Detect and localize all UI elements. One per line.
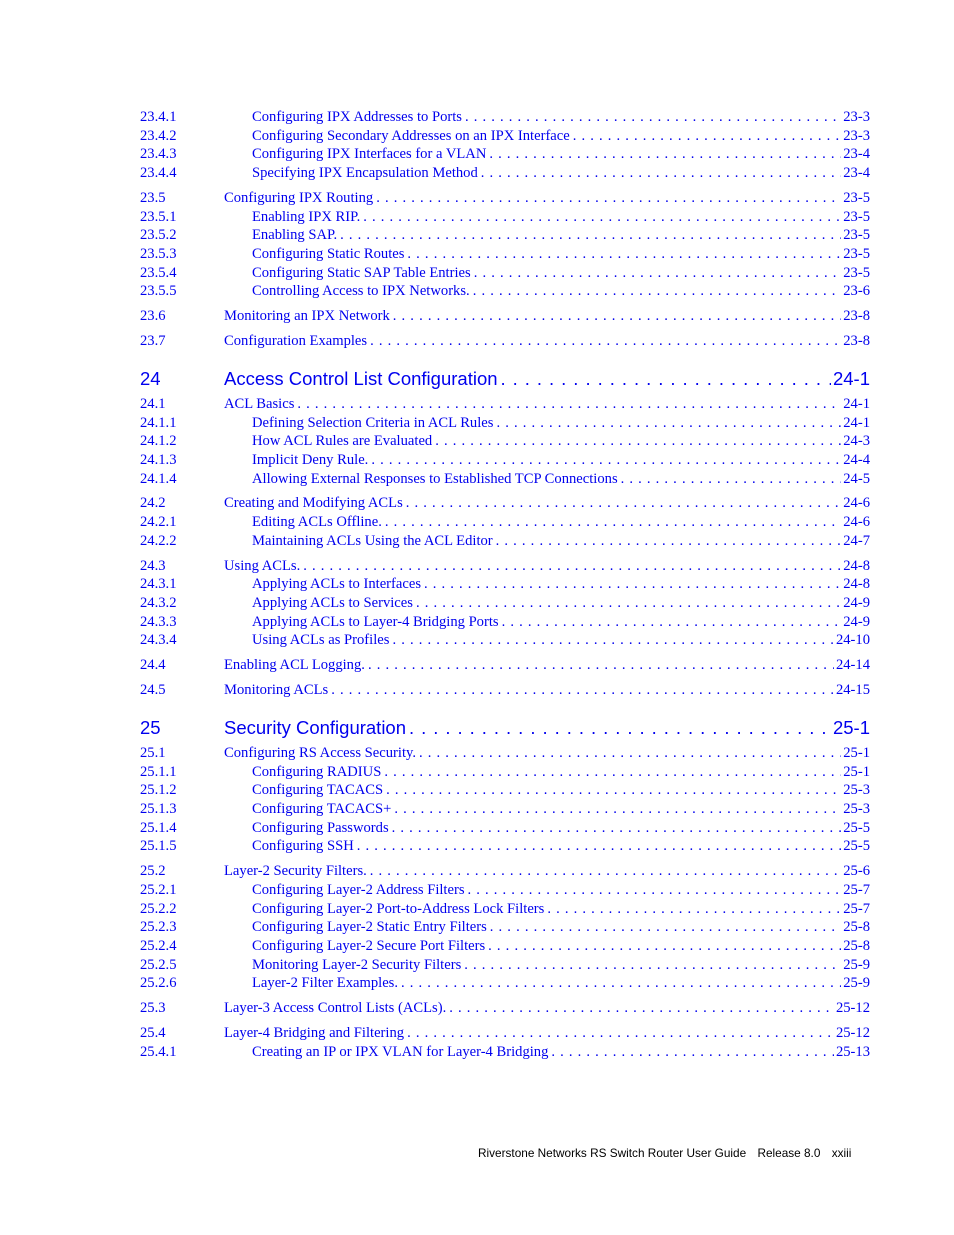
- toc-entry-title: Creating and Modifying ACLs: [224, 494, 406, 513]
- toc-dot-leader: [303, 557, 841, 576]
- footer-release: Release 8.0: [757, 1146, 821, 1160]
- toc-entry-title: Configuring Layer-2 Static Entry Filters: [252, 918, 490, 937]
- toc-entry-number: 25: [140, 716, 161, 738]
- toc-dot-leader: [363, 208, 841, 227]
- toc-entry-page: 23-8: [843, 308, 870, 325]
- toc-entry-title: Applying ACLs to Interfaces: [252, 575, 424, 594]
- toc-entry[interactable]: [140, 226, 870, 245]
- toc-dot-leader: [401, 974, 841, 993]
- toc-entry[interactable]: [140, 494, 870, 513]
- toc-entry-link[interactable]: [252, 226, 870, 245]
- toc-entry-link[interactable]: [224, 999, 870, 1018]
- toc-entry[interactable]: [140, 145, 870, 164]
- toc-entry-page: 24-5: [843, 470, 870, 487]
- toc-entry[interactable]: [140, 956, 870, 975]
- toc-dot-leader: [368, 656, 834, 675]
- toc-entry[interactable]: [140, 513, 870, 532]
- toc-entry[interactable]: [140, 575, 870, 594]
- toc-entry-page: 25-1: [843, 763, 870, 780]
- toc-entry-number: 25.1.2: [140, 782, 177, 799]
- toc-dot-leader: [547, 900, 841, 919]
- toc-entry-number: 25.2.4: [140, 937, 177, 954]
- toc-entry-title: Layer-2 Filter Examples.: [252, 974, 401, 993]
- toc-entry-link[interactable]: [252, 145, 870, 164]
- toc-dot-leader: [370, 862, 841, 881]
- toc-dot-leader: [473, 282, 842, 301]
- toc-entry-page: 24-9: [843, 595, 870, 612]
- toc-dot-leader: [424, 575, 841, 594]
- toc-entry-title: Allowing External Responses to Established TCP Connections: [252, 470, 621, 489]
- toc-entry-page: 24-15: [835, 682, 870, 699]
- toc-entry-page: 23-8: [843, 333, 870, 350]
- toc-dot-leader: [488, 937, 841, 956]
- toc-entry-link[interactable]: [252, 781, 870, 800]
- toc-dot-leader: [435, 432, 841, 451]
- toc-entry-page: 25-1: [843, 744, 870, 761]
- toc-entry-title: Configuring Layer-2 Port-to-Address Lock Filters: [252, 900, 547, 919]
- toc-entry-page: 23-5: [843, 227, 870, 244]
- toc-entry-title: ACL Basics: [224, 395, 297, 414]
- toc-entry-page: 25-9: [843, 956, 870, 973]
- toc-entry[interactable]: [140, 974, 870, 993]
- toc-entry-number: 25.2.5: [140, 956, 177, 973]
- toc-entry-number: 24.1.2: [140, 433, 177, 450]
- toc-entry-page: 25-12: [835, 1025, 870, 1042]
- toc-entry[interactable]: [140, 282, 870, 301]
- toc-entry-page: 24-1: [831, 365, 870, 393]
- toc-entry-title: Monitoring Layer-2 Security Filters: [252, 956, 464, 975]
- toc-entry[interactable]: [140, 532, 870, 551]
- toc-dot-leader: [419, 744, 841, 763]
- toc-entry-link[interactable]: [252, 451, 870, 470]
- toc-dot-leader: [490, 918, 841, 937]
- toc-entry-number: 23.4.4: [140, 165, 177, 182]
- toc-entry[interactable]: [140, 307, 870, 326]
- toc-entry-page: 24-14: [835, 657, 870, 674]
- toc-entry-title: Configuring Secondary Addresses on an IPX Interface: [252, 127, 573, 146]
- toc-entry-link[interactable]: [252, 282, 870, 301]
- toc-entry[interactable]: [140, 395, 870, 414]
- toc-entry-number: 23.7: [140, 333, 166, 350]
- toc-entry-number: 23.4.3: [140, 146, 177, 163]
- toc-entry-number: 24: [140, 367, 161, 389]
- toc-entry-page: 23-6: [843, 283, 870, 300]
- toc-dot-leader: [501, 365, 831, 393]
- toc-entry[interactable]: [140, 918, 870, 937]
- toc-entry-title: Configuring TACACS+: [252, 800, 394, 819]
- toc-entry[interactable]: [140, 432, 870, 451]
- toc-entry-link[interactable]: [252, 937, 870, 956]
- toc-entry-link[interactable]: [224, 307, 870, 326]
- toc-entry-number: 24.1.4: [140, 470, 177, 487]
- toc-entry-number: 24.3.4: [140, 632, 177, 649]
- toc-entry-number: 23.6: [140, 308, 166, 325]
- toc-entry-link[interactable]: [224, 681, 870, 700]
- toc-dot-leader: [376, 189, 841, 208]
- toc-entry-number: 23.5.2: [140, 227, 177, 244]
- toc-entry[interactable]: [140, 999, 870, 1018]
- toc-entry[interactable]: [140, 613, 870, 632]
- toc-entry-page: 23-5: [843, 264, 870, 281]
- footer-guide-title: Riverstone Networks RS Switch Router User Guide: [478, 1146, 747, 1160]
- toc-entry-page: 24-1: [843, 395, 870, 412]
- toc-entry-number: 25.1: [140, 744, 166, 761]
- toc-entry-number: 24.3.3: [140, 613, 177, 630]
- toc-entry-link[interactable]: [224, 557, 870, 576]
- toc-entry[interactable]: [140, 631, 870, 650]
- toc-entry[interactable]: [140, 470, 870, 489]
- toc-entry-title: Using ACLs as Profiles: [252, 631, 392, 650]
- toc-entry-link[interactable]: [224, 862, 870, 881]
- toc-dot-leader: [331, 681, 834, 700]
- toc-entry[interactable]: [140, 881, 870, 900]
- toc-entry-title: Creating an IP or IPX VLAN for Layer-4 Bridging: [252, 1043, 551, 1062]
- toc-entry-link[interactable]: [224, 395, 870, 414]
- toc-entry-page: 23-5: [843, 189, 870, 206]
- toc-entry-link[interactable]: [224, 332, 870, 351]
- toc-entry-link[interactable]: [252, 819, 870, 838]
- toc-entry-number: 23.5.5: [140, 283, 177, 300]
- toc-entry-number: 24.2: [140, 495, 166, 512]
- toc-entry-title: Enabling SAP.: [252, 226, 340, 245]
- toc-entry-page: 25-8: [843, 919, 870, 936]
- toc-dot-leader: [621, 470, 842, 489]
- toc-entry-link[interactable]: [252, 164, 870, 183]
- toc-entry-title: Maintaining ACLs Using the ACL Editor: [252, 532, 496, 551]
- toc-entry-page: 25-5: [843, 838, 870, 855]
- toc-entry[interactable]: [140, 837, 870, 856]
- toc-dot-leader: [406, 494, 841, 513]
- toc-entry-title: Enabling ACL Logging.: [224, 656, 368, 675]
- toc-chapter-entry[interactable]: [140, 714, 870, 742]
- toc-entry-number: 24.1.3: [140, 451, 177, 468]
- toc-entry-title: Monitoring ACLs: [224, 681, 331, 700]
- toc-dot-leader: [384, 763, 841, 782]
- toc-entry-link[interactable]: [252, 800, 870, 819]
- toc-entry-title: Configuring SSH: [252, 837, 357, 856]
- toc-entry-title: Applying ACLs to Services: [252, 594, 416, 613]
- toc-entry-link[interactable]: [224, 744, 870, 763]
- toc-dot-leader: [392, 631, 834, 650]
- page-footer: [478, 1146, 851, 1160]
- toc-entry-link[interactable]: [252, 264, 870, 283]
- toc-entry[interactable]: [140, 1024, 870, 1043]
- toc-entry-number: 25.1.1: [140, 763, 177, 780]
- toc-entry-number: 24.4: [140, 657, 166, 674]
- toc-entry[interactable]: [140, 900, 870, 919]
- toc-entry-link[interactable]: [224, 365, 870, 393]
- toc-dot-leader: [393, 307, 841, 326]
- toc-entry-link[interactable]: [252, 956, 870, 975]
- toc-entry[interactable]: [140, 189, 870, 208]
- toc-entry-page: 25-13: [835, 1043, 870, 1060]
- toc-entry-title: Configuration Examples: [224, 332, 370, 351]
- toc-dot-leader: [496, 414, 841, 433]
- toc-entry-number: 23.5.1: [140, 208, 177, 225]
- toc-entry-link[interactable]: [252, 532, 870, 551]
- toc-entry-page: 24-8: [843, 557, 870, 574]
- toc-entry-number: 23.5: [140, 189, 166, 206]
- toc-entry[interactable]: [140, 763, 870, 782]
- toc-entry-title: Configuring Passwords: [252, 819, 392, 838]
- toc-dot-leader: [407, 1024, 834, 1043]
- toc-dot-leader: [551, 1043, 834, 1062]
- toc-entry-title: Implicit Deny Rule.: [252, 451, 371, 470]
- toc-entry-title: Configuring TACACS: [252, 781, 386, 800]
- toc-entry-number: 25.2.2: [140, 900, 177, 917]
- toc-entry-title: Layer-3 Access Control Lists (ACLs).: [224, 999, 449, 1018]
- toc-dot-leader: [464, 956, 841, 975]
- toc-chapter-entry[interactable]: [140, 365, 870, 393]
- toc-entry-title: Configuring Static Routes: [252, 245, 407, 264]
- toc-entry-link[interactable]: [252, 918, 870, 937]
- toc-entry-page: 25-12: [835, 1000, 870, 1017]
- toc-entry-title: Layer-2 Security Filters.: [224, 862, 370, 881]
- toc-entry-page: 23-5: [843, 246, 870, 262]
- toc-entry-page: 25-3: [843, 800, 870, 817]
- toc-entry-title: Configuring RADIUS: [252, 763, 384, 782]
- toc-entry-title: Monitoring an IPX Network: [224, 307, 393, 326]
- toc-entry[interactable]: [140, 681, 870, 700]
- toc-entry-page: 25-9: [843, 975, 870, 992]
- toc-entry-link[interactable]: [252, 594, 870, 613]
- toc-entry-link[interactable]: [252, 837, 870, 856]
- toc-entry[interactable]: [140, 208, 870, 227]
- toc-dot-leader: [489, 145, 841, 164]
- toc-entry[interactable]: [140, 332, 870, 351]
- toc-entry[interactable]: [140, 245, 870, 264]
- toc-entry-title: Security Configuration: [224, 714, 409, 742]
- toc-dot-leader: [481, 164, 841, 183]
- toc-entry-title: Enabling IPX RIP.: [252, 208, 363, 227]
- toc-entry[interactable]: [140, 594, 870, 613]
- toc-dot-leader: [385, 513, 841, 532]
- toc-entry-link[interactable]: [252, 245, 870, 264]
- toc-dot-leader: [386, 781, 841, 800]
- toc-entry-number: 25.2.1: [140, 881, 177, 898]
- toc-entry-link[interactable]: [252, 881, 870, 900]
- toc-entry-link[interactable]: [252, 575, 870, 594]
- toc-entry[interactable]: [140, 164, 870, 183]
- toc-entry-page: 24-4: [843, 451, 870, 468]
- toc-entry-number: 25.1.4: [140, 819, 177, 836]
- toc-entry-title: Layer-4 Bridging and Filtering: [224, 1024, 407, 1043]
- toc-entry-title: Specifying IPX Encapsulation Method: [252, 164, 481, 183]
- toc-entry-link[interactable]: [252, 108, 870, 127]
- table-of-contents: [140, 108, 870, 1061]
- toc-entry-number: 24.2.2: [140, 532, 177, 549]
- toc-entry-link[interactable]: [252, 127, 870, 146]
- toc-entry-link[interactable]: [224, 494, 870, 513]
- toc-entry-title: Defining Selection Criteria in ACL Rules: [252, 414, 496, 433]
- toc-entry-page: 23-5: [843, 208, 870, 225]
- toc-entry-number: 23.4.1: [140, 109, 177, 125]
- toc-entry-title: Configuring RS Access Security.: [224, 744, 419, 763]
- toc-entry-page: 24-7: [843, 532, 870, 549]
- toc-entry-link[interactable]: [252, 763, 870, 782]
- toc-entry-title: Controlling Access to IPX Networks.: [252, 282, 473, 301]
- toc-entry-page: 24-8: [843, 576, 870, 593]
- toc-entry-page: 24-6: [843, 495, 870, 512]
- toc-entry[interactable]: [140, 937, 870, 956]
- toc-entry-page: 24-10: [835, 632, 870, 649]
- toc-entry-link[interactable]: [252, 470, 870, 489]
- toc-entry-title: Configuring Layer-2 Secure Port Filters: [252, 937, 488, 956]
- toc-entry[interactable]: [140, 451, 870, 470]
- toc-entry-number: 25.1.3: [140, 800, 177, 817]
- toc-entry-page: 25-6: [843, 863, 870, 880]
- toc-entry-title: Using ACLs.: [224, 557, 303, 576]
- toc-entry-link[interactable]: [252, 900, 870, 919]
- toc-entry-number: 23.5.3: [140, 246, 177, 262]
- toc-entry[interactable]: [140, 744, 870, 763]
- toc-entry-number: 24.5: [140, 682, 166, 699]
- toc-entry-number: 24.3.1: [140, 576, 177, 593]
- toc-dot-leader: [416, 594, 841, 613]
- toc-entry-title: Editing ACLs Offline.: [252, 513, 385, 532]
- toc-dot-leader: [465, 108, 841, 127]
- toc-entry-number: 25.4: [140, 1025, 166, 1042]
- toc-entry-page: 24-1: [843, 414, 870, 431]
- toc-entry-number: 25.1.5: [140, 838, 177, 855]
- toc-entry-title: Access Control List Configuration: [224, 365, 501, 393]
- toc-entry[interactable]: [140, 127, 870, 146]
- toc-entry-page: 25-1: [831, 714, 870, 742]
- toc-entry-title: How ACL Rules are Evaluated: [252, 432, 435, 451]
- toc-entry-title: Applying ACLs to Layer-4 Bridging Ports: [252, 613, 502, 632]
- toc-entry-link[interactable]: [252, 414, 870, 433]
- toc-entry-title: Configuring IPX Interfaces for a VLAN: [252, 145, 489, 164]
- toc-entry[interactable]: [140, 264, 870, 283]
- toc-entry-page: 25-5: [843, 819, 870, 836]
- toc-entry-link[interactable]: [224, 189, 870, 208]
- toc-entry[interactable]: [140, 656, 870, 675]
- toc-entry-title: Configuring Layer-2 Address Filters: [252, 881, 468, 900]
- toc-dot-leader: [468, 881, 842, 900]
- toc-entry-page: 25-7: [843, 900, 870, 917]
- toc-entry-page: 24-6: [843, 514, 870, 531]
- toc-dot-leader: [357, 837, 841, 856]
- toc-dot-leader: [496, 532, 842, 551]
- toc-dot-leader: [370, 332, 841, 351]
- toc-dot-leader: [392, 819, 842, 838]
- toc-dot-leader: [297, 395, 841, 414]
- toc-entry[interactable]: [140, 557, 870, 576]
- toc-entry-number: 23.4.2: [140, 127, 177, 144]
- toc-entry-link[interactable]: [224, 1024, 870, 1043]
- toc-entry[interactable]: [140, 1043, 870, 1062]
- toc-entry[interactable]: [140, 862, 870, 881]
- toc-entry[interactable]: [140, 108, 870, 127]
- toc-entry-page: 23-3: [843, 109, 870, 125]
- toc-entry-link[interactable]: [252, 613, 870, 632]
- toc-dot-leader: [474, 264, 842, 283]
- toc-entry-number: 25.2: [140, 863, 166, 880]
- toc-entry-page: 24-9: [843, 613, 870, 630]
- footer-page-number: xxiii: [831, 1146, 852, 1160]
- toc-entry-number: 25.4.1: [140, 1043, 177, 1060]
- toc-entry-title: Configuring IPX Addresses to Ports: [252, 108, 465, 127]
- toc-entry-page: 25-3: [843, 782, 870, 799]
- toc-entry-page: 23-4: [843, 146, 870, 163]
- toc-entry-page: 24-3: [843, 433, 870, 450]
- toc-entry[interactable]: [140, 819, 870, 838]
- toc-entry-link[interactable]: [252, 208, 870, 227]
- toc-entry-link[interactable]: [252, 513, 870, 532]
- toc-dot-leader: [394, 800, 841, 819]
- toc-entry[interactable]: [140, 800, 870, 819]
- toc-entry-title: Configuring Static SAP Table Entries: [252, 264, 474, 283]
- toc-dot-leader: [407, 245, 841, 264]
- toc-entry[interactable]: [140, 781, 870, 800]
- toc-dot-leader: [573, 127, 842, 146]
- toc-entry[interactable]: [140, 414, 870, 433]
- toc-dot-leader: [502, 613, 842, 632]
- toc-dot-leader: [371, 451, 841, 470]
- toc-entry-page: 25-8: [843, 937, 870, 954]
- toc-entry-page: 25-7: [843, 881, 870, 898]
- toc-entry-link[interactable]: [224, 714, 870, 742]
- toc-entry-number: 25.2.3: [140, 919, 177, 936]
- toc-entry-page: 23-3: [843, 127, 870, 144]
- toc-entry-number: 24.3: [140, 557, 166, 574]
- toc-entry-number: 25.2.6: [140, 975, 177, 992]
- toc-dot-leader: [449, 999, 834, 1018]
- toc-entry-link[interactable]: [252, 432, 870, 451]
- toc-dot-leader: [340, 226, 841, 245]
- toc-entry-title: Configuring IPX Routing: [224, 189, 376, 208]
- toc-entry-number: 23.5.4: [140, 264, 177, 281]
- toc-entry-page: 23-4: [843, 165, 870, 182]
- toc-entry-link[interactable]: [252, 1043, 870, 1062]
- toc-entry-link[interactable]: [224, 656, 870, 675]
- toc-entry-number: 25.3: [140, 1000, 166, 1017]
- toc-entry-number: 24.1: [140, 395, 166, 412]
- toc-entry-number: 24.2.1: [140, 514, 177, 531]
- toc-entry-link[interactable]: [252, 974, 870, 993]
- toc-entry-link[interactable]: [252, 631, 870, 650]
- toc-dot-leader: [409, 714, 831, 742]
- toc-entry-number: 24.1.1: [140, 414, 177, 431]
- toc-entry-number: 24.3.2: [140, 595, 177, 612]
